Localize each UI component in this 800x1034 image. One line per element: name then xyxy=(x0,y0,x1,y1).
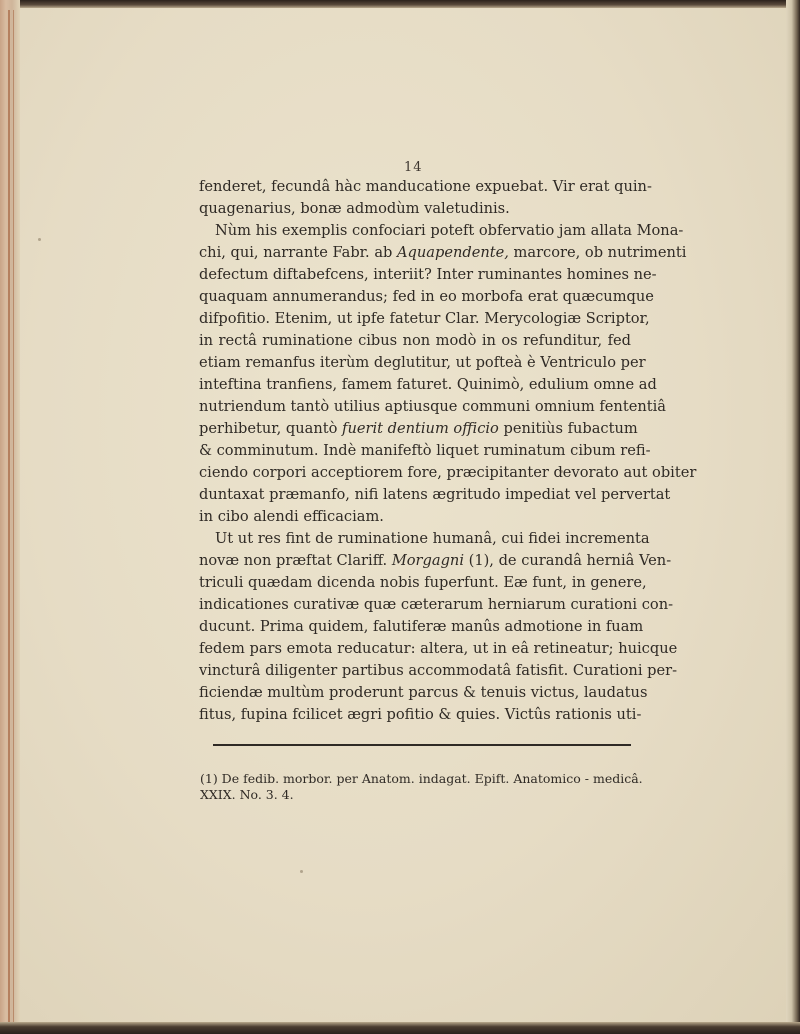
text-line xyxy=(199,374,657,396)
text-line xyxy=(199,572,647,594)
text-run: novæ non præftat Clariff. xyxy=(199,552,392,569)
page-number: 14 xyxy=(404,160,423,175)
text-line xyxy=(199,198,631,220)
page-top-edge xyxy=(0,0,800,8)
text-run: & comminutum. Indè manifeftò liquet ruminatum cibum refi- xyxy=(199,442,651,459)
left-border-rule-inner xyxy=(13,10,14,1024)
text-run: quaquam annumerandus; fed in eo morbofa erat quæcumque xyxy=(199,288,654,305)
text-line xyxy=(199,286,654,308)
text-run: vincturâ diligenter partibus accommodatâ fatisfit. Curationi per- xyxy=(199,662,678,679)
text-line xyxy=(199,528,650,550)
text-run: in rectâ ruminatione cibus non modò in os refunditur, fed xyxy=(199,332,631,349)
text-line xyxy=(199,242,687,264)
text-run: in cibo alendi efficaciam. xyxy=(199,508,384,525)
text-run: (1), de curandâ herniâ Ven- xyxy=(464,552,672,569)
text-line xyxy=(199,264,657,286)
text-run: quagenarius, bonæ admodùm valetudinis. xyxy=(199,200,510,217)
text-line xyxy=(199,396,666,418)
text-line xyxy=(199,176,652,198)
text-line xyxy=(199,440,651,462)
text-line xyxy=(199,418,638,440)
text-run: marcore, ob nutrimenti xyxy=(508,244,687,261)
page-left-edge xyxy=(0,0,20,1034)
left-border-rule xyxy=(8,10,10,1024)
text-run: ficiendæ multùm proderunt parcus & tenuis victus, laudatus xyxy=(199,684,648,701)
text-line xyxy=(199,682,648,704)
text-run: difpofitio. Etenim, ut ipfe fatetur Clar. Merycologiæ Scriptor, xyxy=(199,310,650,327)
text-run: fedem pars emota reducatur: altera, ut in eâ retineatur; huicque xyxy=(199,640,678,657)
text-run: indicationes curativæ quæ cæterarum herniarum curationi con- xyxy=(199,596,674,613)
page-right-edge xyxy=(786,0,800,1034)
text-run: triculi quædam dicenda nobis fuperfunt. Eæ funt, in genere, xyxy=(199,574,647,591)
text-line xyxy=(199,462,697,484)
text-run: chi, qui, narrante Fabr. ab xyxy=(199,244,398,261)
text-line xyxy=(199,660,678,682)
text-run: Nùm his exemplis confociari poteft obfervatio jam allata Mona- xyxy=(215,222,684,239)
text-run: ciendo corpori acceptiorem fore, præcipitanter devorato aut obiter xyxy=(199,464,697,481)
text-line xyxy=(199,484,671,506)
text-run: ducunt. Prima quidem, falutiferæ manûs admotione in fuam xyxy=(199,618,644,635)
text-line xyxy=(199,330,631,352)
footnote xyxy=(200,771,643,803)
footnote-line: (1) De fedib. morbor. per Anatom. indagat. Epift. Anatomico - medicâ. xyxy=(200,771,643,786)
text-run: duntaxat præmanfo, nifi latens ægritudo impediat vel pervertat xyxy=(199,486,671,503)
text-line xyxy=(199,594,674,616)
paper-speck xyxy=(38,238,41,241)
text-line xyxy=(199,638,678,660)
footnote-rule xyxy=(213,744,631,746)
text-line xyxy=(199,220,684,242)
italic-run: Aquapendente, xyxy=(397,244,509,261)
text-run: fenderet, fecundâ hàc manducatione expuebat. Vir erat quin- xyxy=(199,178,652,195)
text-run: penitiùs fubactum xyxy=(498,420,638,437)
body-text xyxy=(199,176,697,726)
text-run: etiam remanfus iterùm deglutitur, ut pofteà è Ventriculo per xyxy=(199,354,646,371)
text-line xyxy=(199,704,642,726)
text-run: inteftina tranfiens, famem faturet. Quinimò, edulium omne ad xyxy=(199,376,657,393)
italic-run: Morgagni xyxy=(391,552,464,569)
text-line xyxy=(199,308,650,330)
text-run: defectum diftabefcens, interiit? Inter ruminantes homines ne- xyxy=(199,266,657,283)
text-run: Ut ut res fint de ruminatione humanâ, cui fidei incrementa xyxy=(215,530,650,547)
paper-speck xyxy=(300,870,303,873)
text-line xyxy=(199,352,646,374)
italic-run: fuerit dentium officio xyxy=(342,420,499,437)
text-run: perhibetur, quantò xyxy=(199,420,343,437)
text-line xyxy=(199,550,672,572)
text-line xyxy=(199,506,631,528)
text-line xyxy=(199,616,644,638)
page-bottom-edge xyxy=(0,1022,800,1034)
text-run: nutriendum tantò utilius aptiusque communi omnium fententiâ xyxy=(199,398,666,415)
text-run: fitus, fupina fcilicet ægri pofitio & quies. Victûs rationis uti- xyxy=(199,706,642,723)
footnote-line: XXIX. No. 3. 4. xyxy=(200,787,294,802)
